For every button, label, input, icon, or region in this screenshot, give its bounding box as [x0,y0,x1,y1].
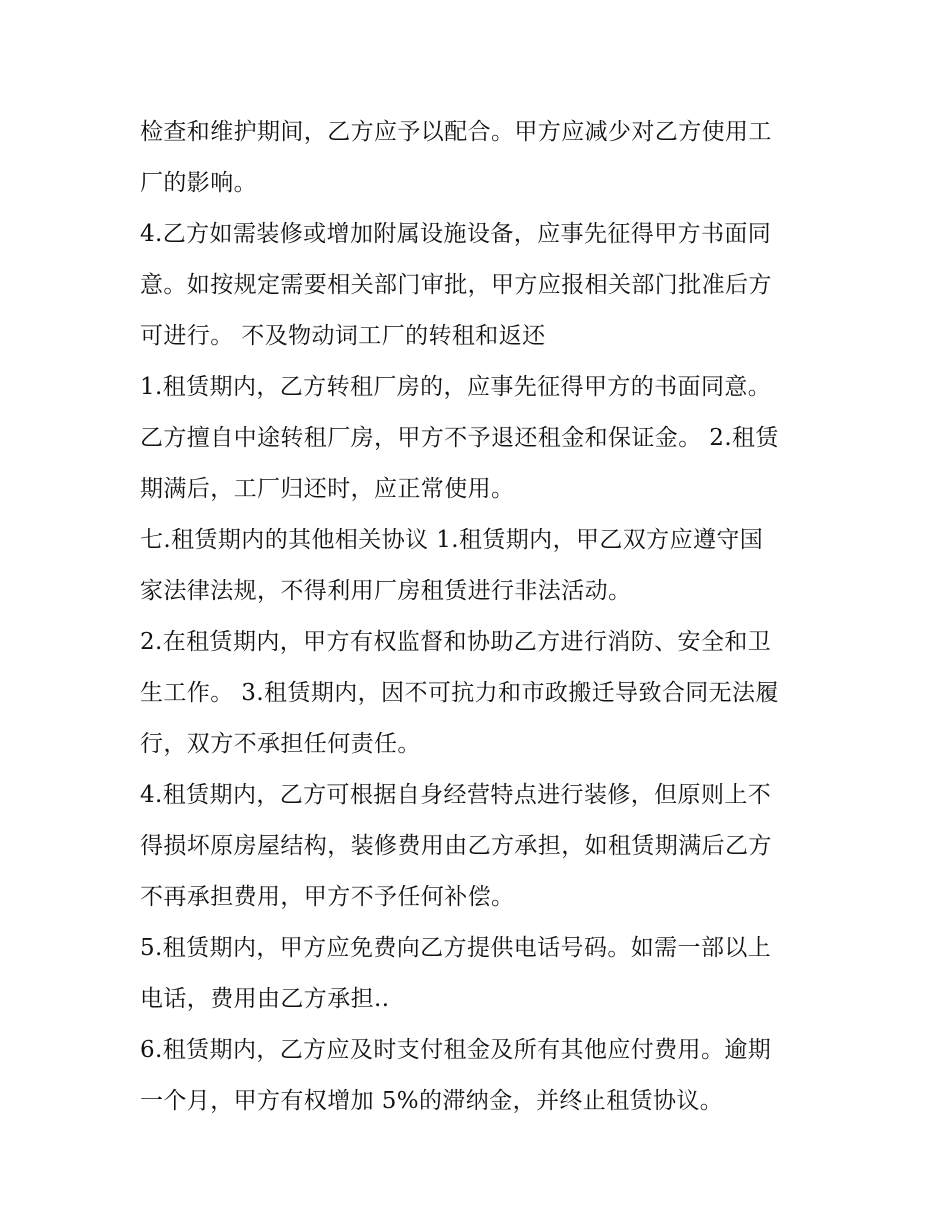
text-line: 期满后，工厂归还时，应正常使用。 [140,476,515,502]
text-line: 2.在租赁期内，甲方有权监督和协助乙方进行消防、安全和卫 [140,629,772,655]
text-line: 5.租赁期内，甲方应免费向乙方提供电话号码。如需一部以上 [140,935,772,961]
text-line: 4.乙方如需装修或增加附属设施设备，应事先征得甲方书面同 [140,221,772,247]
text-line: 厂的影响。 [140,170,257,196]
text-line: 不再承担费用，甲方不予任何补偿。 [140,884,515,910]
text-line: 七.租赁期内的其他相关协议 1.租赁期内，甲乙双方应遵守国 [140,527,764,553]
text-line: 1.租赁期内，乙方转租厂房的，应事先征得甲方的书面同意。 [140,374,772,400]
text-line: 行，双方不承担任何责任。 [140,731,421,757]
text-line: 得损坏原房屋结构，装修费用由乙方承担，如租赁期满后乙方 [140,833,772,859]
document-body [140,107,820,1127]
text-line: 家法律法规，不得利用厂房租赁进行非法活动。 [140,578,632,604]
text-line: 6.租赁期内，乙方应及时支付租金及所有其他应付费用。逾期 [140,1037,772,1063]
text-line: 4.租赁期内，乙方可根据自身经营特点进行装修，但原则上不 [140,782,772,808]
text-line: 可进行。 不及物动词工厂的转租和返还 [140,323,546,349]
text-line: 乙方擅自中途转租厂房，甲方不予退还租金和保证金。 2.租赁 [140,425,779,451]
text-line: 生工作。 3.租赁期内，因不可抗力和市政搬迁导致合同无法履 [140,680,779,706]
text-line: 检查和维护期间，乙方应予以配合。甲方应减少对乙方使用工 [140,119,772,145]
text-line: 电话，费用由乙方承担.. [140,986,390,1012]
text-line: 一个月，甲方有权增加 5%的滞纳金，并终止租赁协议。 [140,1088,724,1114]
text-line: 意。如按规定需要相关部门审批，甲方应报相关部门批准后方 [140,272,772,298]
